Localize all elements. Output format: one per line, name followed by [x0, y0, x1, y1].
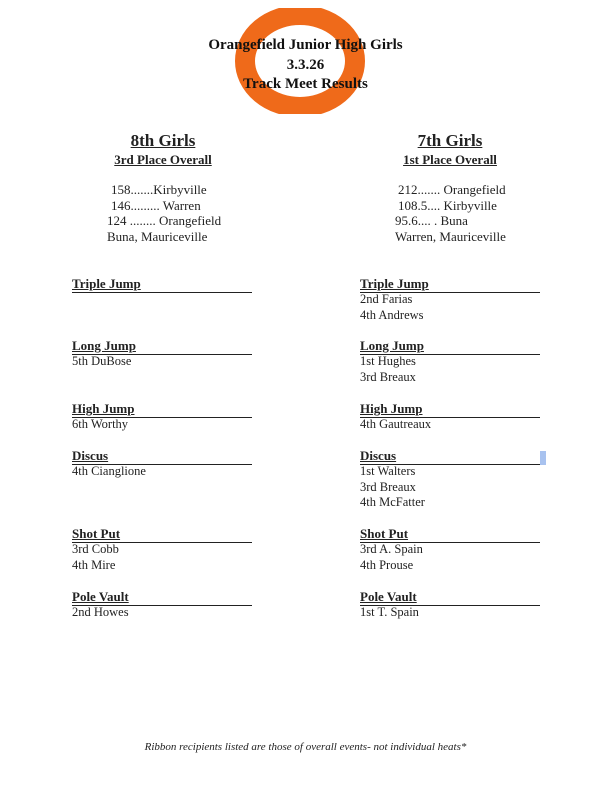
footer-note: Ribbon recipients listed are those of overall events- not individual heats* [144, 741, 467, 753]
seventh-event-heading: Shot Put [360, 526, 540, 543]
eighth-girls-overall: 3rd Place Overall [114, 152, 212, 167]
seventh-event-heading: High Jump [360, 401, 540, 418]
page-subtitle: Track Meet Results [243, 76, 368, 92]
eighth-event-result: 2nd Howes [72, 605, 129, 619]
eighth-event-heading: Shot Put [72, 526, 252, 543]
seventh-event-result: 4th McFatter [360, 495, 425, 510]
seventh-event-result: 3rd Breaux [360, 369, 416, 384]
eighth-event-result: 5th DuBose [72, 354, 132, 368]
eighth-score-line: 124 ........ Orangefield [107, 213, 222, 229]
seventh-score-line: Warren, Mauriceville [395, 229, 506, 245]
eighth-event-heading: Pole Vault [72, 589, 252, 606]
seventh-event-heading: Triple Jump [360, 276, 540, 293]
seventh-score-line: 95.6.... . Buna [395, 213, 468, 229]
eighth-event-result: 6th Worthy [72, 417, 129, 431]
seventh-event-result: 4th Andrews [360, 307, 424, 322]
text-cursor [540, 451, 546, 465]
seventh-event-result: 2nd Farias [360, 292, 413, 306]
page-title: Orangefield Junior High Girls [208, 37, 403, 53]
eighth-event-heading: Triple Jump [72, 276, 252, 293]
seventh-event-result: 1st Hughes [360, 354, 416, 368]
eighth-event-result: 4th Cianglione [72, 464, 146, 478]
seventh-event-result: 1st T. Spain [360, 605, 419, 619]
seventh-event-result: 3rd A. Spain [360, 542, 423, 556]
seventh-score-line: 108.5.... Kirbyville [398, 197, 497, 213]
seventh-event-heading: Discus [360, 448, 540, 465]
meet-date: 3.3.26 [286, 57, 325, 73]
seventh-event-result: 1st Walters [360, 464, 416, 478]
eighth-event-result: 4th Mire [72, 557, 116, 572]
seventh-event-heading: Pole Vault [360, 589, 540, 606]
seventh-girls-overall: 1st Place Overall [403, 152, 497, 167]
eighth-score-line: 158.......Kirbyville [111, 182, 207, 197]
eighth-event-heading: Discus [72, 448, 252, 465]
eighth-event-heading: High Jump [72, 401, 252, 418]
eighth-event-heading: Long Jump [72, 338, 252, 355]
seventh-event-result: 4th Prouse [360, 557, 414, 572]
eighth-event-result: 3rd Cobb [72, 542, 119, 556]
seventh-event-result: 4th Gautreaux [360, 417, 432, 431]
eighth-girls-title: 8th Girls [130, 131, 196, 150]
seventh-score-line: 212....... Orangefield [398, 182, 506, 197]
seventh-event-result: 3rd Breaux [360, 479, 416, 494]
seventh-girls-title: 7th Girls [417, 131, 483, 150]
eighth-score-line: Buna, Mauriceville [107, 229, 208, 245]
eighth-score-line: 146......... Warren [111, 197, 201, 213]
seventh-event-heading: Long Jump [360, 338, 540, 355]
